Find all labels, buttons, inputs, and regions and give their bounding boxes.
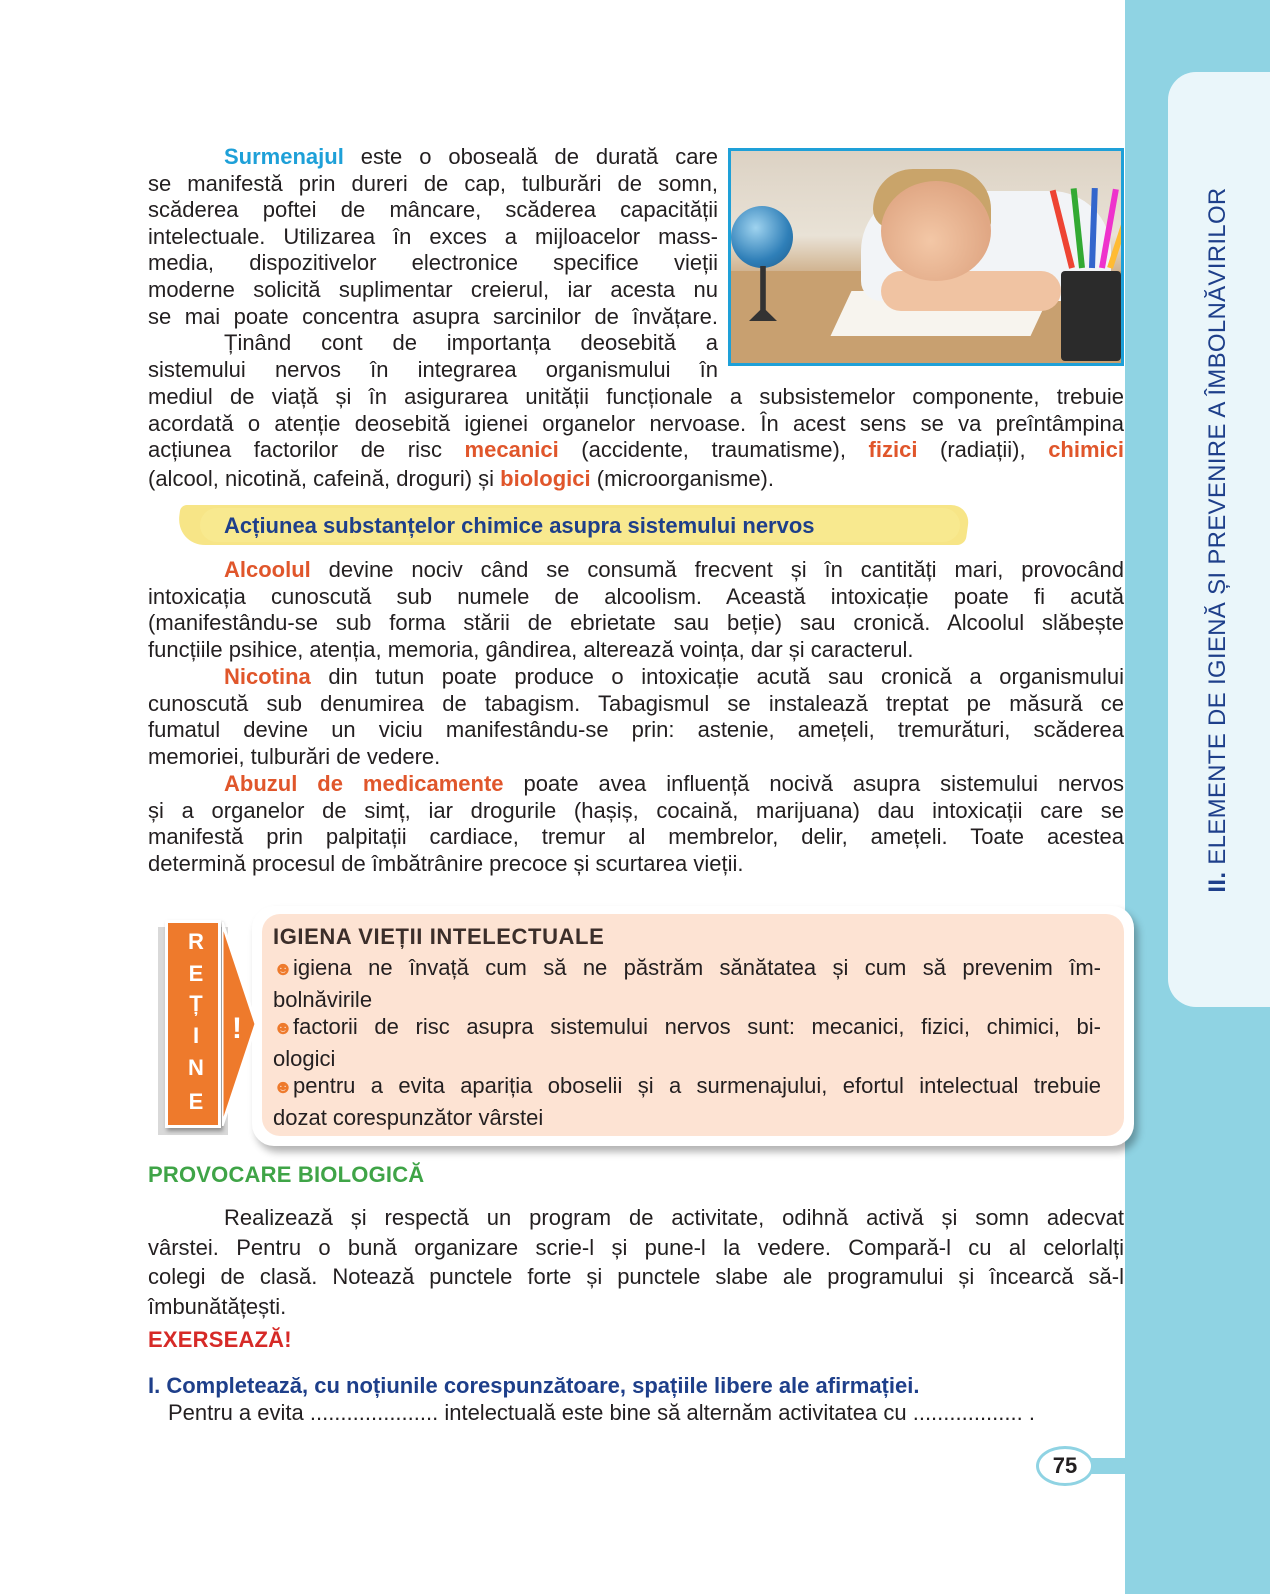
- keyword-chimici: chimici: [1048, 437, 1124, 463]
- text-line: cunoscută sub denumirea de tabagism. Tabagismul se instalează treptat pe măsură ce: [148, 690, 1124, 716]
- text-line: este o oboseală de durată care: [343, 144, 718, 169]
- igiena-paragraph-start: [148, 330, 718, 383]
- retine-bullet-2: [273, 1012, 1101, 1073]
- text-line: (manifestându-se sub forma stării de ebrietate sau beție) sau cronică. Alcoolul slăbește: [148, 610, 1124, 636]
- retine-letter: N: [188, 1055, 204, 1080]
- text-line: devine nociv când se consumă frecvent și în cantități mari, provocând: [310, 557, 1124, 582]
- exercise-task: I. Completează, cu noțiunile corespunzătoare, spațiile libere ale afirmației.: [148, 1373, 920, 1398]
- text-line: bolnăvirile: [273, 986, 373, 1012]
- text-line: moderne solicită suplimentar creierul, iar acesta nu: [148, 276, 718, 302]
- keyword-alcoolul: Alcoolul: [224, 557, 311, 582]
- smiley-bullet-icon: ☻: [273, 959, 293, 980]
- text-line: scăderea poftei de mâncare, scăderea capacității: [148, 197, 718, 223]
- text-line: pentru a evita apariția oboselii și a surmenajului, efortul intelectual trebuie: [293, 1073, 1101, 1098]
- exerseaza-title: EXERSEAZĂ!: [148, 1327, 292, 1352]
- text-line: media, dispozitivelor electronice specifice vieții: [148, 250, 718, 276]
- abuz-paragraph: [148, 771, 1124, 877]
- text-line: igiena ne învață cum să ne păstrăm sănătatea și cum să prevenim îm-: [293, 955, 1101, 980]
- provocare-title: PROVOCARE BIOLOGICĂ: [148, 1162, 425, 1187]
- text-line: acțiunea factorilor de risc: [148, 437, 465, 463]
- chapter-title-text: ELEMENTE DE IGIENĂ ȘI PREVENIRE A ÎMBOLNĂVIRILOR: [1204, 187, 1231, 865]
- retine-letter: E: [188, 961, 204, 986]
- sleeping-boy-photo: [728, 148, 1124, 366]
- text-line: mediul de viață și în asigurarea unității funcționale a subsistemelor componente, trebuie: [148, 384, 1124, 409]
- text-line: poate avea influență nocivă asupra sistemului nervos: [503, 771, 1124, 796]
- text-line: Ținând cont de importanța deosebită a: [224, 330, 718, 355]
- text-line: memoriei, tulburări de vedere.: [148, 743, 441, 769]
- retine-bullet-1: [273, 953, 1101, 1014]
- keyword-nicotina: Nicotina: [224, 664, 311, 689]
- text-line: intoxicația cunoscută sub numele de alcoolism. Această intoxicație poate fi acută: [148, 583, 1124, 609]
- retine-title: IGIENA VIEȚII INTELECTUALE: [273, 924, 605, 949]
- alcool-paragraph: [148, 557, 1124, 663]
- chapter-numeral: II.: [1204, 871, 1231, 893]
- retine-letter: R: [188, 929, 204, 954]
- text-line: Realizează și respectă un program de activitate, odihnă activă și somn adecvat: [224, 1205, 1124, 1230]
- text-line: vârstei. Pentru o bună organizare scrie-l și pune-l la vedere. Compară-l cu al celorlalți: [148, 1234, 1124, 1260]
- exercise-sentence: Pentru a evita ..................... intelectuală este bine să alternăm activitatea cu .................. .: [168, 1400, 1035, 1425]
- text-line: dozat corespunzător vârstei: [273, 1104, 544, 1130]
- text-line: din tutun poate produce o intoxicație acută sau cronică a organismului: [310, 664, 1124, 689]
- text-line: acordată o atenție deosebită igienei organelor nervoase. În acest sens se va preîntâmpina: [148, 410, 1124, 436]
- text-line: (radiații),: [917, 437, 1049, 463]
- retine-arrow-icon: [222, 922, 258, 1126]
- igiena-paragraph: [148, 384, 1124, 492]
- text-line: și a organelor de simț, iar drogurile (hașiș, cocaină, marijuana) dau intoxicații care se: [148, 797, 1124, 823]
- globe-icon: [731, 206, 793, 268]
- text-line: factorii de risc asupra sistemului nervos sunt: mecanici, fizici, chimici, bi-: [293, 1014, 1101, 1039]
- text-line: fumatul devine un viciu manifestându-se prin: astenie, amețeli, tremurături, scăderea: [148, 717, 1124, 743]
- pencil-cup: [1061, 271, 1121, 361]
- nicotina-paragraph: [148, 664, 1124, 770]
- text-line: manifestă prin palpitații cardiace, tremur al membrelor, delir, amețeli. Toate acestea: [148, 824, 1124, 850]
- keyword-mecanici: mecanici: [464, 437, 559, 463]
- exclamation-mark: !: [232, 1012, 242, 1045]
- text-line: colegi de clasă. Notează punctele forte și punctele slabe ale programului și încearcă să-l: [148, 1264, 1124, 1289]
- text-line: determină procesul de îmbătrânire precoce și scurtarea vieții.: [148, 850, 744, 876]
- retine-bar: [165, 920, 221, 1128]
- text-line: (microorganisme).: [590, 465, 774, 491]
- text-line: îmbunătățești.: [148, 1293, 287, 1319]
- page-number: 75: [1036, 1446, 1094, 1486]
- keyword-biologici: biologici: [500, 465, 591, 491]
- text-line: se manifestă prin dureri de cap, tulburări de somn,: [148, 170, 718, 196]
- keyword-surmenajul: Surmenajul: [224, 144, 344, 169]
- retine-letter: Ț: [189, 991, 203, 1016]
- text-line: funcțiile psihice, atenția, memoria, gândirea, alterează voința, dar și caracterul.: [148, 636, 914, 662]
- smiley-bullet-icon: ☻: [273, 1077, 293, 1098]
- text-line: intelectuale. Utilizarea în exces a mijloacelor mass-: [148, 223, 718, 249]
- text-line: sistemului nervos în integrarea organismului în: [148, 356, 718, 382]
- section-title: Acțiunea substanțelor chimice asupra sistemului nervos: [224, 513, 815, 538]
- retine-letter: I: [192, 1023, 200, 1048]
- text-line: se mai poate concentra asupra sarcinilor de învățare.: [148, 303, 718, 329]
- text-line: (accidente, traumatisme),: [558, 437, 869, 463]
- retine-letter: E: [188, 1089, 204, 1114]
- surmenaj-paragraph: [148, 144, 718, 330]
- text-line: (alcool, nicotină, cafeină, droguri) și: [148, 465, 501, 491]
- keyword-abuz-de-medicamente: Abuzul de medicamente: [224, 771, 504, 796]
- smiley-bullet-icon: ☻: [273, 1018, 293, 1039]
- text-line: ologici: [273, 1045, 336, 1071]
- provocare-paragraph: [148, 1203, 1124, 1321]
- retine-bullet-3: [273, 1071, 1101, 1132]
- keyword-fizici: fizici: [868, 437, 918, 463]
